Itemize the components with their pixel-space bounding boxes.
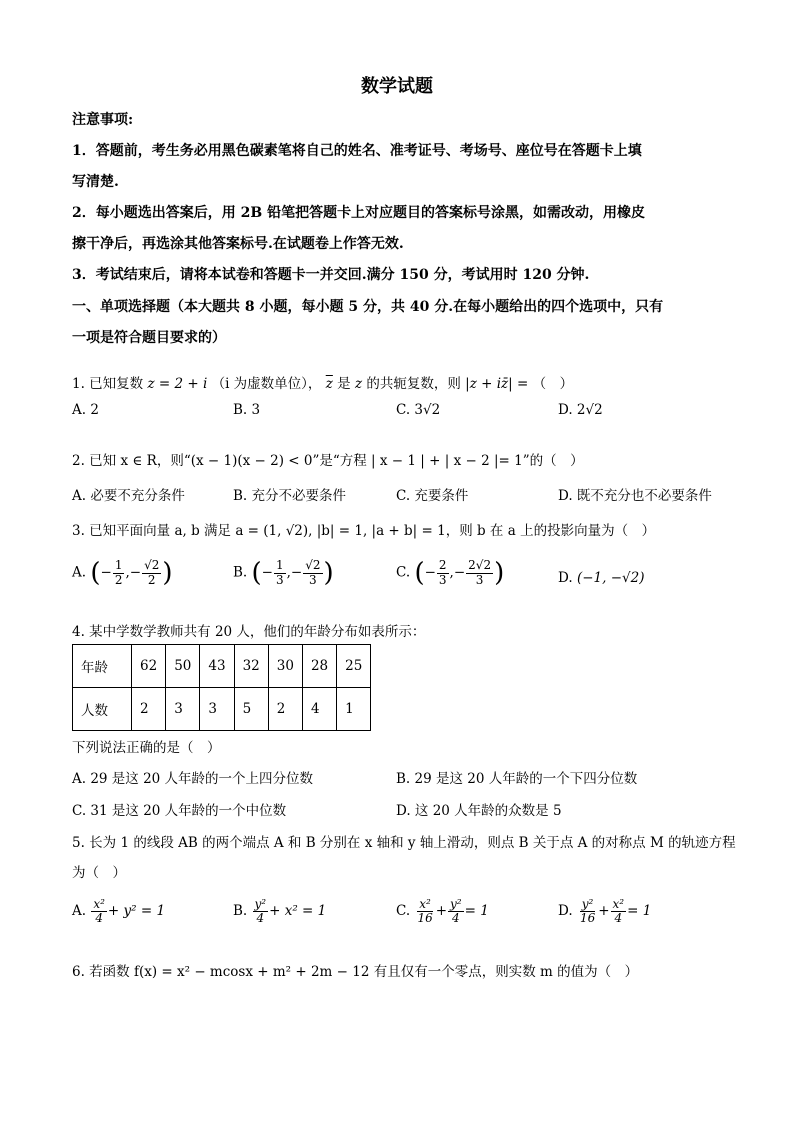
q3-option-a: A. (− $\frac{1}{2}$ ,− $\frac{√2}{2}$ ) bbox=[72, 558, 173, 588]
table-cell: 3 bbox=[200, 688, 234, 731]
q5-c-frac-1: $\frac{\text{x²}}{16}$ bbox=[417, 897, 433, 926]
question-6-stem: 6. 若函数 f(x) = x² − mcosx + m² + 2m − 12 有且仅有一个零点，则实数 m 的值为（ ） bbox=[72, 964, 639, 980]
q1-stem-a: 1. 已知复数 bbox=[72, 376, 144, 392]
table-cell: 43 bbox=[200, 645, 234, 688]
section-1-heading-line-1: 一、单项选择题（本大题共 8 小题，每小题 5 分，共 40 分.在每小题给出的四个选项中，只有 bbox=[72, 299, 664, 315]
q3-option-d-label: D. bbox=[558, 570, 573, 586]
q2-option-c: C. 充要条件 bbox=[396, 488, 469, 504]
q5-option-a-label: A. bbox=[72, 903, 87, 920]
q1-stem-eq: z = 2 + i bbox=[147, 376, 208, 392]
q3-option-b: B. (− $\frac{1}{3}$ ,− $\frac{√2}{3}$ ) bbox=[233, 558, 334, 588]
q1-z: z bbox=[354, 376, 363, 392]
q1-stem-d: 的共轭复数，则 bbox=[366, 376, 461, 392]
q4-option-a: A. 29 是这 20 人年龄的一个上四分位数 bbox=[72, 771, 314, 787]
q3-c-frac-2: $\frac{2√2}{3}$ bbox=[468, 558, 492, 587]
q5-option-b: B. $\frac{\text{y²}}{4}$ + x² = 1 bbox=[233, 897, 327, 926]
q3-option-b-label: B. bbox=[233, 564, 248, 581]
q1-abs-expression: |z + iz̄| = bbox=[465, 376, 529, 392]
notice-item-2-line-1: 2．每小题选出答案后，用 2B 铅笔把答题卡上对应题目的答案标号涂黑，如需改动，用橡皮 bbox=[72, 205, 646, 221]
q5-d-frac-2: $\frac{\text{x²}}{4}$ bbox=[612, 897, 625, 926]
q5-option-d-label: D. bbox=[558, 903, 573, 920]
table-row bbox=[73, 688, 371, 731]
q3-option-d bbox=[558, 570, 644, 586]
table-cell: 30 bbox=[268, 645, 302, 688]
q3-b-frac-1: $\frac{1}{3}$ bbox=[275, 558, 284, 587]
question-2-stem: 2. 已知 x ∈ R，则“(x − 1)(x − 2) < 0”是“方程 | x − 1 | + | x − 2 |= 1”的（ ） bbox=[72, 453, 584, 469]
table-cell: 25 bbox=[337, 645, 371, 688]
table-cell: 2 bbox=[132, 688, 166, 731]
q2-option-b: B. 充分不必要条件 bbox=[233, 488, 347, 504]
table-cell: 2 bbox=[268, 688, 302, 731]
q3-option-c: C. (− $\frac{2}{3}$ ,− $\frac{2√2}{3}$ ) bbox=[396, 558, 505, 588]
q4-prompt: 下列说法正确的是（ ） bbox=[72, 740, 221, 756]
table-cell: 3 bbox=[166, 688, 200, 731]
q4-option-d: D. 这 20 人年龄的众数是 5 bbox=[396, 803, 562, 819]
q2-option-d: D. 既不充分也不必要条件 bbox=[558, 488, 712, 504]
q5-option-b-label: B. bbox=[233, 903, 248, 920]
q1-stem-c: 是 bbox=[337, 376, 351, 392]
q1-stem-b: （i 为虚数单位）， bbox=[211, 376, 322, 392]
notice-item-3: 3．考试结束后，请将本试卷和答题卡一并交回.满分 150 分，考试用时 120 分钟. bbox=[72, 267, 590, 283]
q4-option-c: C. 31 是这 20 人年龄的一个中位数 bbox=[72, 803, 287, 819]
q3-option-d-value: (−1, −√2) bbox=[576, 570, 645, 586]
question-3-stem: 3. 已知平面向量 a, b 满足 a = (1, √2), |b| = 1, |a + b| = 1，则 b 在 a 上的投影向量为（ ） bbox=[72, 523, 656, 539]
question-5-stem-line-1: 5. 长为 1 的线段 AB 的两个端点 A 和 B 分别在 x 轴和 y 轴上滑动，则点 B 关于点 A 的对称点 M 的轨迹方程 bbox=[72, 835, 736, 851]
q5-option-c-label: C. bbox=[396, 903, 411, 920]
table-cell: 5 bbox=[234, 688, 268, 731]
notice-item-2-line-2: 擦干净后，再选涂其他答案标号.在试题卷上作答无效. bbox=[72, 236, 404, 252]
q4-option-b: B. 29 是这 20 人年龄的一个下四分位数 bbox=[396, 771, 638, 787]
question-1-stem bbox=[72, 372, 573, 392]
q1-option-b: B. 3 bbox=[233, 402, 261, 418]
question-4-stem: 4. 某中学数学教师共有 20 人，他们的年龄分布如表所示： bbox=[72, 624, 426, 640]
q3-b-frac-2: $\frac{√2}{3}$ bbox=[305, 558, 321, 587]
q3-option-c-label: C. bbox=[396, 564, 411, 581]
q5-option-d: D. $\frac{\text{y²}}{16}$ + $\frac{\text{x²}}{4}$ = 1 bbox=[558, 897, 652, 926]
q2-option-a: A. 必要不充分条件 bbox=[72, 488, 185, 504]
table-cell: 1 bbox=[337, 688, 371, 731]
q3-c-frac-1: $\frac{2}{3}$ bbox=[438, 558, 447, 587]
q5-d-frac-1: $\frac{\text{y²}}{16}$ bbox=[579, 897, 596, 926]
q5-a-frac: $\frac{\text{x²}}{4}$ bbox=[93, 897, 105, 926]
q5-option-a: A. $\frac{\text{x²}}{4}$ + y² = 1 bbox=[72, 897, 166, 926]
q1-zbar: $\overline{z}$ bbox=[325, 376, 333, 392]
table-row bbox=[73, 645, 371, 688]
q5-c-frac-2: $\frac{\text{y²}}{4}$ bbox=[450, 897, 462, 926]
table-header-count: 人数 bbox=[73, 688, 132, 731]
table-header-age: 年龄 bbox=[73, 645, 132, 688]
q3-a-frac-1: $\frac{1}{2}$ bbox=[114, 558, 123, 587]
question-5-stem-line-2: 为（ ） bbox=[72, 865, 126, 881]
table-cell: 62 bbox=[132, 645, 166, 688]
q1-stem-end: （ ） bbox=[532, 376, 574, 392]
notice-item-1-line-2: 写清楚. bbox=[72, 174, 119, 190]
table-cell: 32 bbox=[234, 645, 268, 688]
q1-option-a: A. 2 bbox=[72, 402, 99, 418]
q3-a-frac-2: $\frac{√2}{2}$ bbox=[144, 558, 160, 587]
table-cell: 50 bbox=[166, 645, 200, 688]
q1-option-d: D. 2√2 bbox=[558, 402, 603, 418]
notice-item-1-line-1: 1．答题前，考生务必用黑色碳素笔将自己的姓名、准考证号、考场号、座位号在答题卡上填 bbox=[72, 143, 642, 159]
q5-b-frac: $\frac{\text{y²}}{4}$ bbox=[254, 897, 267, 926]
q3-option-a-label: A. bbox=[72, 564, 87, 581]
table-cell: 28 bbox=[302, 645, 336, 688]
section-1-heading-line-2: 一项是符合题目要求的） bbox=[72, 330, 226, 346]
page-title: 数学试题 bbox=[361, 76, 433, 97]
table-cell: 4 bbox=[302, 688, 336, 731]
q5-option-c: C. $\frac{\text{x²}}{16}$ + $\frac{\text{y²}}{4}$ = 1 bbox=[396, 897, 489, 926]
notice-heading: 注意事项: bbox=[72, 112, 134, 128]
q1-option-c: C. 3√2 bbox=[396, 402, 441, 418]
age-distribution-table bbox=[72, 644, 371, 731]
